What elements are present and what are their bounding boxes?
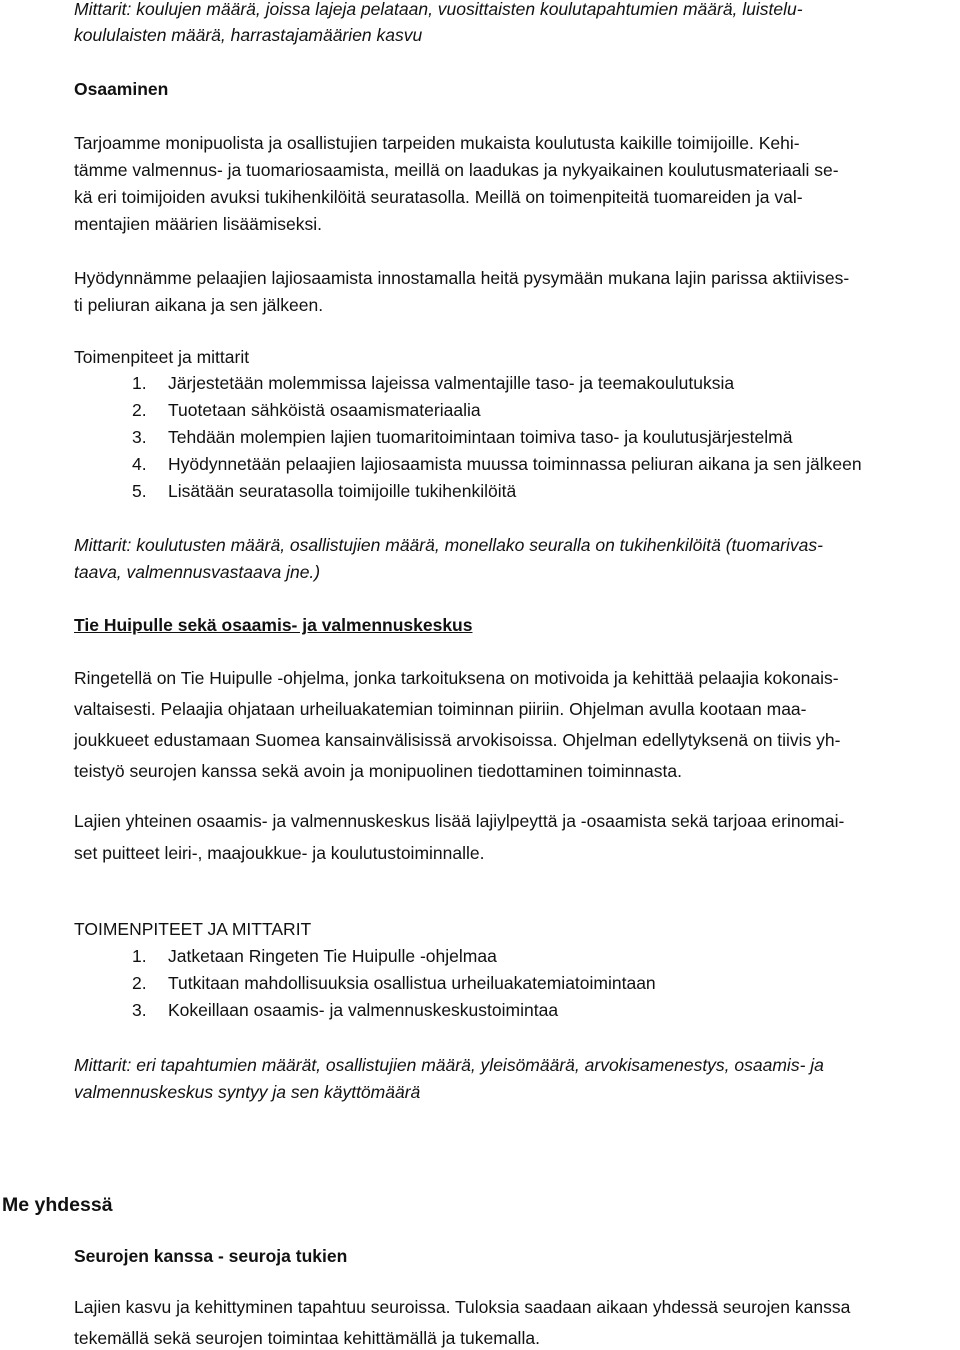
paragraph-line: ti peliuran aikana ja sen jälkeen.	[74, 295, 324, 315]
list-number: 3.	[132, 1000, 147, 1020]
list-number: 5.	[132, 481, 147, 501]
paragraph-line: joukkueet edustamaan Suomea kansainvälisissä arvokisoissa. Ohjelman edellytyksenä on tiivis yh-	[74, 730, 841, 750]
list-number: 1.	[132, 946, 147, 966]
toimenpiteet-heading: Toimenpiteet ja mittarit	[74, 347, 250, 367]
paragraph-line: Tarjoamme monipuolista ja osallistujien tarpeiden mukaista koulutusta kaikille toimijoille. Kehi-	[74, 133, 800, 153]
toimenpiteet-heading: TOIMENPITEET JA MITTARIT	[74, 919, 312, 939]
list-item: Tuotetaan sähköistä osaamismateriaalia	[168, 400, 481, 420]
paragraph-line: kä eri toimijoiden avuksi tukihenkilöitä seuratasolla. Meillä on toimenpiteitä tuomareiden ja val-	[74, 187, 803, 207]
list-number: 4.	[132, 454, 147, 474]
list-item: Järjestetään molemmissa lajeissa valmentajille taso- ja teemakoulutuksia	[168, 373, 735, 393]
list-item: Tehdään molempien lajien tuomaritoimintaan toimiva taso- ja koulutusjärjestelmä	[168, 427, 793, 447]
mittarit-line: valmennuskeskus syntyy ja sen käyttömäärä	[74, 1082, 421, 1102]
paragraph-line: valtaisesti. Pelaajia ohjataan urheiluakatemian toiminnan piiriin. Ohjelman avulla kootaan maa-	[74, 699, 807, 719]
list-item: Hyödynnetään pelaajien lajiosaamista muussa toiminnassa peliuran aikana ja sen jälkeen	[168, 454, 862, 474]
section-heading-tie-huipulle: Tie Huipulle sekä osaamis- ja valmennuskeskus	[74, 615, 473, 635]
paragraph-line: tekemällä sekä seurojen toimintaa kehittämällä ja tukemalla.	[74, 1328, 540, 1348]
section-heading-osaaminen: Osaaminen	[74, 79, 169, 99]
list-number: 3.	[132, 427, 147, 447]
paragraph-line: mentajien määrien lisäämiseksi.	[74, 214, 323, 234]
list-number: 1.	[132, 373, 147, 393]
list-number: 2.	[132, 400, 147, 420]
subheading-seurojen-kanssa: Seurojen kanssa - seuroja tukien	[74, 1246, 348, 1266]
list-item: Lisätään seuratasolla toimijoille tukihenkilöitä	[168, 481, 517, 501]
list-item: Kokeillaan osaamis- ja valmennuskeskustoimintaa	[168, 1000, 559, 1020]
list-item: Jatketaan Ringeten Tie Huipulle -ohjelmaa	[168, 946, 497, 966]
section-heading-me-yhdessa: Me yhdessä	[2, 1194, 113, 1216]
list-item: Tutkitaan mahdollisuuksia osallistua urheiluakatemiatoimintaan	[168, 973, 656, 993]
paragraph-line: teistyö seurojen kanssa sekä avoin ja monipuolinen tiedottaminen toiminnasta.	[74, 761, 682, 781]
paragraph-line: Lajien yhteinen osaamis- ja valmennuskeskus lisää lajiylpeyttä ja -osaamista sekä tarjoaa erinomai-	[74, 811, 845, 831]
paragraph-line: Hyödynnämme pelaajien lajiosaamista innostamalla heitä pysymään mukana lajin parissa aktiivises-	[74, 268, 850, 288]
paragraph-line: Ringetellä on Tie Huipulle -ohjelma, jonka tarkoituksena on motivoida ja kehittää pelaajia kokonais-	[74, 668, 839, 688]
paragraph-line: set puitteet leiri-, maajoukkue- ja koulutustoiminnalle.	[74, 843, 485, 863]
paragraph-line: tämme valmennus- ja tuomariosaamista, meillä on laadukas ja nykyaikainen koulutusmateriaali se-	[74, 160, 839, 180]
mittarit-line: taava, valmennusvastaava jne.)	[74, 562, 321, 582]
mittarit-line: Mittarit: koulutusten määrä, osallistujien määrä, monellako seuralla on tukihenkilöitä (tuomarivas-	[74, 535, 823, 555]
mittarit-line: Mittarit: koulujen määrä, joissa lajeja pelataan, vuosittaisten koulutapahtumien määrä, luistelu-	[74, 0, 803, 19]
list-number: 2.	[132, 973, 147, 993]
mittarit-line: Mittarit: eri tapahtumien määrät, osallistujien määrä, yleisömäärä, arvokisamenestys, osaamis- ja	[74, 1055, 824, 1075]
paragraph-line: Lajien kasvu ja kehittyminen tapahtuu seuroissa. Tuloksia saadaan aikaan yhdessä seurojen kanssa	[74, 1297, 851, 1317]
mittarit-line: koululaisten määrä, harrastajamäärien kasvu	[74, 25, 423, 45]
